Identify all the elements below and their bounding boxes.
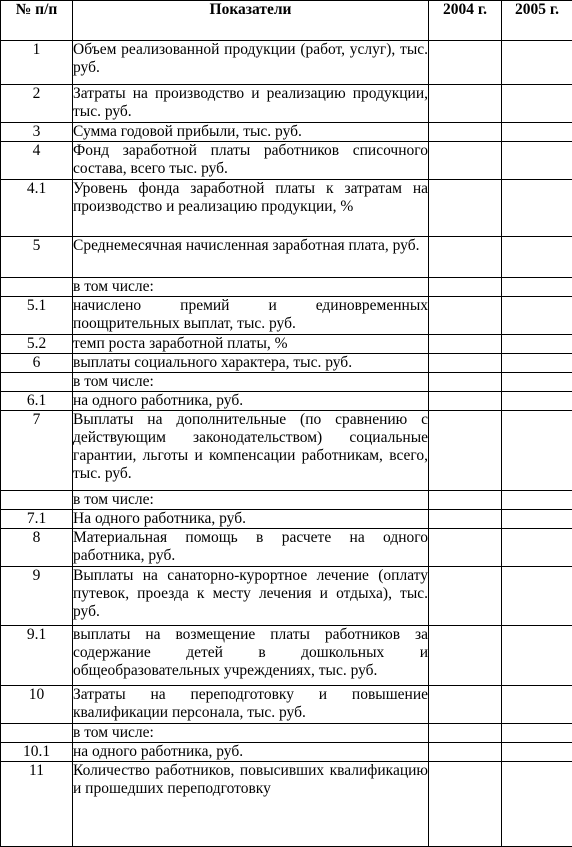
row-number: 5.1 [1,297,73,335]
value-2004[interactable] [429,567,502,626]
value-2004[interactable] [429,529,502,567]
row-number [1,278,73,297]
row-indicator: На одного работника, руб. [73,510,429,529]
table-row [1,142,572,180]
table-row [1,237,572,278]
table-row [1,743,572,762]
row-indicator: Выплаты на дополнительные (по сравнению с действующим законодательством) социальные гарантии, льготы и компенсации работникам, всего, тыс. руб. [73,411,429,491]
table-row [1,180,572,237]
row-number: 4.1 [1,180,73,237]
value-2004[interactable] [429,743,502,762]
table-row [1,297,572,335]
value-2005[interactable] [502,510,572,529]
row-number: 3 [1,123,73,142]
row-indicator: Количество работников, повысивших квалификацию и прошедших переподготовку [73,762,429,847]
col-header-2004: 2004 г. [429,1,502,41]
value-2005[interactable] [502,686,572,724]
row-indicator: Материальная помощь в расчете на одного работника, руб. [73,529,429,567]
value-2005[interactable] [502,411,572,491]
value-2004[interactable] [429,297,502,335]
table-row [1,567,572,626]
value-2005[interactable] [502,354,572,373]
table-row [1,686,572,724]
row-number: 9 [1,567,73,626]
value-2004[interactable] [429,41,502,85]
table-row [1,762,572,847]
value-2004[interactable] [429,626,502,686]
value-2004[interactable] [429,392,502,411]
value-2004[interactable] [429,123,502,142]
row-indicator: Затраты на производство и реализацию продукции, тыс. руб. [73,85,429,123]
value-2004[interactable] [429,491,502,510]
table-row [1,373,572,392]
table-row [1,392,572,411]
row-number: 6 [1,354,73,373]
value-2005[interactable] [502,762,572,847]
row-number [1,491,73,510]
row-indicator: выплаты на возмещение платы работников за содержание детей в дошкольных и общеобразовательных учреждениях, тыс. руб. [73,626,429,686]
value-2004[interactable] [429,762,502,847]
row-number: 11 [1,762,73,847]
row-indicator: Фонд заработной платы работников списочного состава, всего тыс. руб. [73,142,429,180]
table-body [1,41,572,847]
table-row [1,724,572,743]
value-2005[interactable] [502,567,572,626]
col-header-num: № п/п [1,1,73,41]
row-number [1,373,73,392]
value-2005[interactable] [502,278,572,297]
value-2005[interactable] [502,123,572,142]
row-indicator: в том числе: [73,724,429,743]
row-number: 5.2 [1,335,73,354]
value-2004[interactable] [429,686,502,724]
value-2005[interactable] [502,626,572,686]
table-row [1,626,572,686]
table-row [1,354,572,373]
table-row [1,85,572,123]
row-indicator: в том числе: [73,373,429,392]
table-row [1,411,572,491]
value-2005[interactable] [502,373,572,392]
row-number: 7.1 [1,510,73,529]
row-indicator: Объем реализованной продукции (работ, услуг), тыс. руб. [73,41,429,85]
row-number: 9.1 [1,626,73,686]
table-row [1,529,572,567]
value-2004[interactable] [429,142,502,180]
col-header-indicator: Показатели [73,1,429,41]
value-2004[interactable] [429,373,502,392]
value-2005[interactable] [502,237,572,278]
row-number: 2 [1,85,73,123]
row-indicator: Затраты на переподготовку и повышение квалификации персонала, тыс. руб. [73,686,429,724]
row-number: 6.1 [1,392,73,411]
row-indicator: Среднемесячная начисленная заработная плата, руб. [73,237,429,278]
table-row [1,41,572,85]
row-indicator: в том числе: [73,278,429,297]
value-2004[interactable] [429,335,502,354]
value-2005[interactable] [502,85,572,123]
row-number: 10.1 [1,743,73,762]
value-2004[interactable] [429,180,502,237]
table-row [1,123,572,142]
value-2005[interactable] [502,297,572,335]
value-2004[interactable] [429,237,502,278]
value-2005[interactable] [502,180,572,237]
row-indicator: в том числе: [73,491,429,510]
table-row [1,491,572,510]
value-2005[interactable] [502,491,572,510]
row-indicator: Выплаты на санаторно-курортное лечение (оплату путевок, проезда к месту лечения и отдыха), тыс. руб. [73,567,429,626]
value-2005[interactable] [502,41,572,85]
value-2004[interactable] [429,278,502,297]
value-2005[interactable] [502,335,572,354]
value-2004[interactable] [429,724,502,743]
header-row [1,1,572,41]
row-indicator: темп роста заработной платы, % [73,335,429,354]
value-2005[interactable] [502,142,572,180]
row-number: 1 [1,41,73,85]
row-indicator: начислено премий и единовременных поощрительных выплат, тыс. руб. [73,297,429,335]
row-number [1,724,73,743]
row-number: 7 [1,411,73,491]
value-2004[interactable] [429,354,502,373]
row-indicator: Сумма годовой прибыли, тыс. руб. [73,123,429,142]
value-2005[interactable] [502,529,572,567]
table-row [1,510,572,529]
row-indicator: выплаты социального характера, тыс. руб. [73,354,429,373]
value-2005[interactable] [502,743,572,762]
row-number: 5 [1,237,73,278]
row-number: 8 [1,529,73,567]
row-number: 10 [1,686,73,724]
value-2004[interactable] [429,411,502,491]
table-row [1,335,572,354]
row-indicator: на одного работника, руб. [73,392,429,411]
value-2004[interactable] [429,510,502,529]
row-indicator: на одного работника, руб. [73,743,429,762]
col-header-2005: 2005 г. [502,1,572,41]
table-row [1,278,572,297]
row-number: 4 [1,142,73,180]
value-2005[interactable] [502,392,572,411]
value-2004[interactable] [429,85,502,123]
row-indicator: Уровень фонда заработной платы к затратам на производство и реализацию продукции, % [73,180,429,237]
value-2005[interactable] [502,724,572,743]
